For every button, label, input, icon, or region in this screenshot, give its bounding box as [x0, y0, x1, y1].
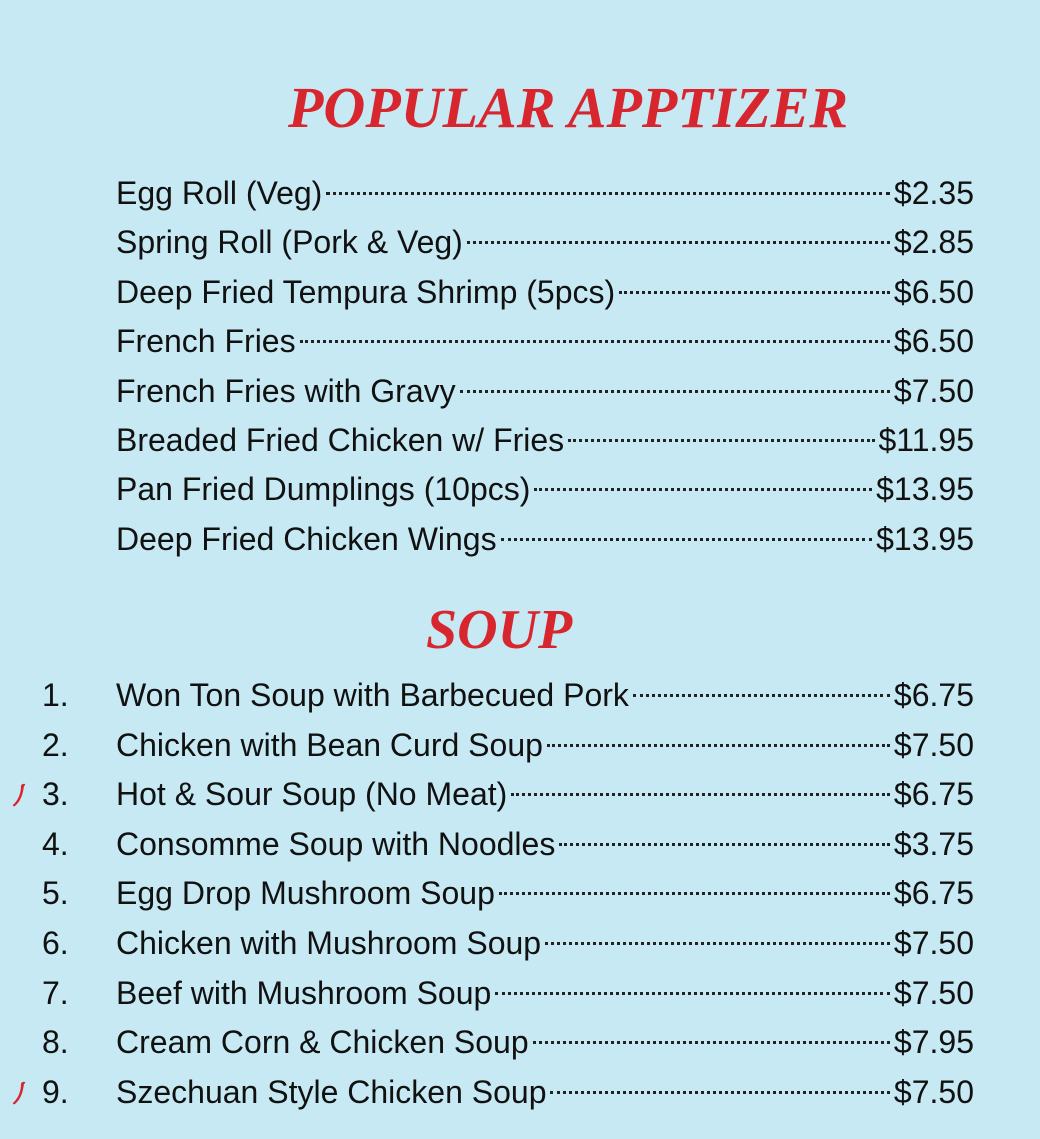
- item-name: Spring Roll (Pork & Veg): [116, 224, 463, 261]
- item-name: Cream Corn & Chicken Soup: [116, 1024, 529, 1061]
- soup-title: SOUP: [426, 599, 573, 661]
- menu-item: [0, 869, 1040, 918]
- item-number: 2.: [42, 726, 69, 763]
- item-price: $6.50: [893, 273, 974, 310]
- item-price: $6.50: [893, 323, 974, 360]
- item-price: $6.75: [893, 875, 974, 912]
- dot-leader: [633, 694, 890, 697]
- item-name: Deep Fried Chicken Wings: [116, 520, 497, 557]
- dot-leader: [499, 892, 890, 895]
- item-price: $7.50: [893, 925, 974, 961]
- item-name: French Fries with Gravy: [116, 372, 456, 409]
- item-number: 8.: [42, 1024, 69, 1061]
- item-number: 9.: [42, 1073, 69, 1110]
- dot-leader: [547, 744, 890, 747]
- item-name: Beef with Mushroom Soup: [116, 974, 492, 1011]
- menu-item: [0, 770, 1040, 819]
- menu-item: [0, 268, 1040, 317]
- item-price: $6.75: [893, 677, 974, 713]
- item-price: $13.95: [876, 520, 974, 557]
- item-price: $7.50: [893, 1073, 974, 1110]
- dot-leader: [495, 992, 890, 995]
- item-name: Szechuan Style Chicken Soup: [116, 1073, 547, 1110]
- item-name: Egg Drop Mushroom Soup: [116, 875, 495, 912]
- menu-item: [0, 1018, 1040, 1067]
- item-name: Pan Fried Dumplings (10pcs): [116, 471, 531, 508]
- dot-leader: [511, 793, 890, 796]
- item-number: 3.: [42, 776, 69, 813]
- menu-item: [0, 515, 1040, 564]
- dot-leader: [300, 340, 890, 343]
- item-name: Hot & Sour Soup (No Meat): [116, 776, 508, 813]
- item-name: Egg Roll (Veg): [116, 175, 323, 211]
- item-number: 5.: [42, 875, 69, 912]
- item-price: $3.75: [893, 825, 974, 862]
- menu-item: [0, 721, 1040, 770]
- item-name: French Fries: [116, 323, 296, 360]
- menu-item: [0, 919, 1040, 968]
- item-name: Deep Fried Tempura Shrimp (5pcs): [116, 273, 616, 310]
- dot-leader: [326, 192, 890, 195]
- menu-item: [0, 367, 1040, 416]
- chili-pepper-icon: [10, 782, 30, 808]
- item-price: $11.95: [878, 422, 974, 458]
- item-price: $2.35: [893, 175, 974, 211]
- menu-item: [0, 465, 1040, 514]
- menu-item: [0, 218, 1040, 267]
- item-price: $13.95: [876, 471, 974, 508]
- item-price: $7.50: [893, 726, 974, 763]
- dot-leader: [467, 241, 890, 244]
- dot-leader: [460, 390, 890, 393]
- item-name: Breaded Fried Chicken w/ Fries: [116, 422, 565, 458]
- item-price: $7.95: [893, 1024, 974, 1061]
- menu-item: [0, 820, 1040, 869]
- dot-leader: [501, 538, 873, 541]
- item-name: Won Ton Soup with Barbecued Pork: [116, 677, 629, 713]
- item-price: $6.75: [893, 776, 974, 813]
- menu-item: [0, 671, 1040, 720]
- dot-leader: [533, 1041, 890, 1044]
- item-number: 6.: [42, 925, 69, 961]
- dot-leader: [619, 291, 890, 294]
- dot-leader: [534, 488, 872, 491]
- item-name: Chicken with Bean Curd Soup: [116, 726, 543, 763]
- appetizer-title: POPULAR APPTIZER: [288, 75, 849, 140]
- dot-leader: [545, 942, 890, 945]
- dot-leader: [550, 1091, 889, 1094]
- item-price: $2.85: [893, 224, 974, 261]
- chili-pepper-icon: [10, 1080, 30, 1106]
- dot-leader: [559, 843, 890, 846]
- dot-leader: [568, 439, 874, 442]
- item-price: $7.50: [893, 372, 974, 409]
- menu-item: [0, 317, 1040, 366]
- menu-item: [0, 416, 1040, 465]
- item-number: 4.: [42, 825, 69, 862]
- item-name: Consomme Soup with Noodles: [116, 825, 556, 862]
- item-price: $7.50: [893, 974, 974, 1011]
- item-name: Chicken with Mushroom Soup: [116, 925, 542, 961]
- menu-item: [0, 1068, 1040, 1117]
- item-number: 1.: [42, 677, 69, 713]
- menu-item: [0, 969, 1040, 1018]
- item-number: 7.: [42, 974, 69, 1011]
- menu-item: [0, 169, 1040, 218]
